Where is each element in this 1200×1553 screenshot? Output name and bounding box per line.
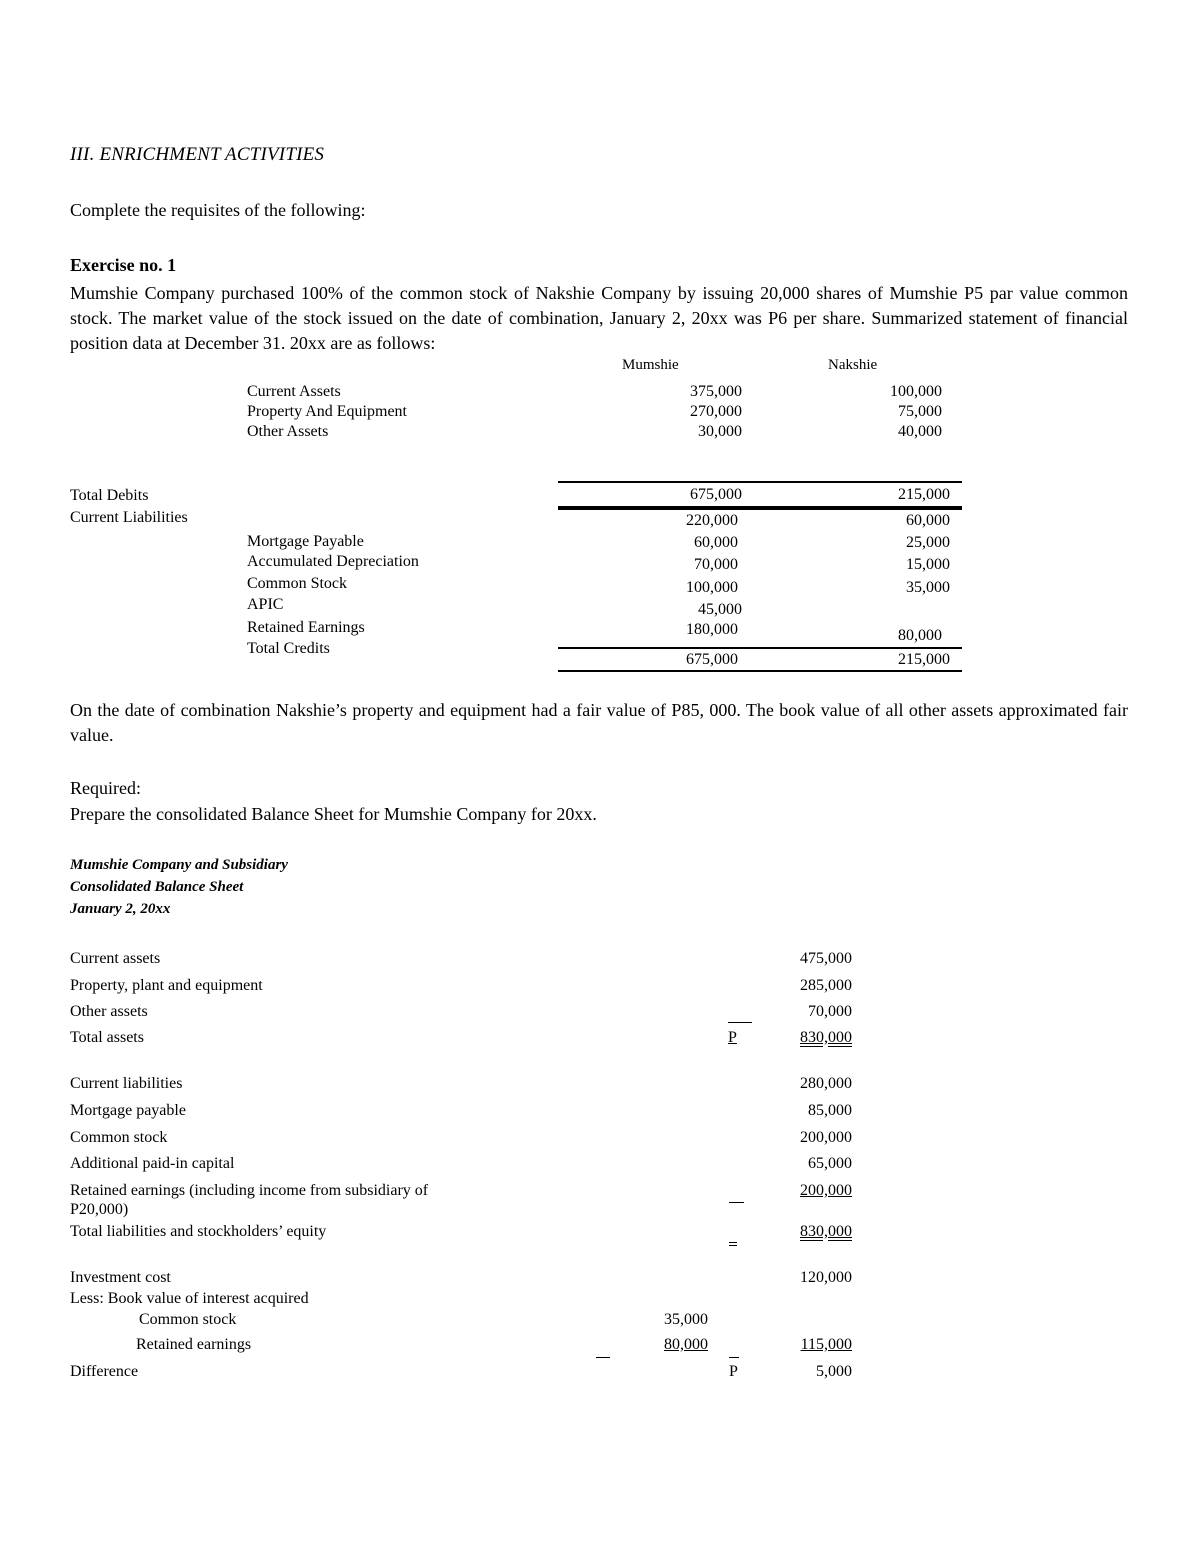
- credit-value-nakshie: 35,000: [906, 579, 950, 596]
- book-value-common-stock-label: Common stock: [139, 1311, 237, 1328]
- column-header-mumshie: Mumshie: [622, 357, 679, 373]
- credit-value-mumshie: 45,000: [698, 601, 742, 618]
- solution-equity-value: 200,000: [800, 1129, 852, 1146]
- currency-column-rule: [729, 1242, 737, 1243]
- solution-title-statement: Consolidated Balance Sheet: [70, 879, 244, 895]
- total-assets-currency: P: [728, 1029, 737, 1046]
- total-assets-value: 830,000: [800, 1029, 852, 1046]
- investment-cost-label: Investment cost: [70, 1269, 171, 1286]
- credit-value-nakshie: 80,000: [898, 627, 942, 644]
- total-credits-top-rule: [558, 647, 962, 649]
- current-liabilities-nakshie: 60,000: [906, 512, 950, 529]
- exercise-heading: Exercise no. 1: [70, 255, 177, 275]
- total-assets-label: Total assets: [70, 1029, 144, 1046]
- less-book-value-label: Less: Book value of interest acquired: [70, 1290, 309, 1307]
- credit-label: Common Stock: [247, 575, 348, 592]
- credit-value-nakshie: 25,000: [906, 534, 950, 551]
- solution-equity-label: Additional paid-in capital: [70, 1155, 235, 1172]
- total-debits-nakshie: 215,000: [898, 486, 950, 503]
- solution-asset-value: 285,000: [800, 977, 852, 994]
- total-credits-nakshie: 215,000: [898, 651, 950, 668]
- credit-label: Accumulated Depreciation: [247, 553, 419, 570]
- currency-column-rule: [729, 1202, 744, 1203]
- solution-asset-label: Property, plant and equipment: [70, 977, 263, 994]
- subtotal-column-rule: [596, 1357, 610, 1358]
- credit-label: Mortgage Payable: [247, 533, 364, 550]
- total-credits-label: Total Credits: [247, 640, 330, 657]
- total-credits-bottom-rule: [558, 670, 962, 672]
- current-liabilities-label: Current Liabilities: [70, 509, 188, 526]
- solution-asset-label: Current assets: [70, 950, 161, 967]
- required-label: Required:: [70, 778, 141, 798]
- asset-value-nakshie: 40,000: [898, 423, 942, 440]
- solution-asset-value: 475,000: [800, 950, 852, 967]
- asset-value-mumshie: 375,000: [690, 383, 742, 400]
- difference-currency: P: [729, 1363, 738, 1380]
- difference-label: Difference: [70, 1363, 139, 1380]
- required-text: Prepare the consolidated Balance Sheet for Mumshie Company for 20xx.: [70, 804, 597, 824]
- book-value-retained-value: 80,000: [664, 1336, 708, 1353]
- credit-value-mumshie: 100,000: [686, 579, 738, 596]
- book-value-retained-label: Retained earnings: [136, 1336, 252, 1353]
- credit-value-nakshie: 15,000: [906, 556, 950, 573]
- solution-equity-value: 65,000: [808, 1155, 852, 1172]
- retained-earnings-label-line2: P20,000): [70, 1201, 129, 1218]
- investment-cost-value: 120,000: [800, 1269, 852, 1286]
- solution-equity-label: Common stock: [70, 1129, 168, 1146]
- intro-text: Complete the requisites of the following:: [70, 200, 366, 220]
- currency-column-rule: [729, 1357, 739, 1358]
- total-le-value: 830,000: [800, 1223, 852, 1240]
- solution-liability-label: Mortgage payable: [70, 1102, 186, 1119]
- fair-value-text: On the date of combination Nakshie’s property and equipment had a fair value of P85, 000. The book value of all other assets approximated fair value.: [70, 700, 1128, 745]
- asset-label: Other Assets: [247, 423, 329, 440]
- section-title: III. ENRICHMENT ACTIVITIES: [70, 144, 325, 165]
- asset-value-nakshie: 100,000: [890, 383, 942, 400]
- solution-asset-label: Other assets: [70, 1003, 148, 1020]
- solution-liability-label: Current liabilities: [70, 1075, 183, 1092]
- solution-liability-value: 280,000: [800, 1075, 852, 1092]
- solution-title-date: January 2, 20xx: [70, 901, 171, 917]
- asset-label: Property And Equipment: [247, 403, 407, 420]
- book-value-subtotal: 115,000: [800, 1336, 852, 1353]
- total-debits-mumshie: 675,000: [690, 486, 742, 503]
- asset-value-mumshie: 30,000: [698, 423, 742, 440]
- book-value-common-stock-value: 35,000: [664, 1311, 708, 1328]
- credit-value-mumshie: 70,000: [694, 556, 738, 573]
- retained-earnings-value: 200,000: [800, 1182, 852, 1199]
- difference-value: 5,000: [816, 1363, 852, 1380]
- solution-asset-value: 70,000: [808, 1003, 852, 1020]
- credit-value-mumshie: 60,000: [694, 534, 738, 551]
- problem-text: Mumshie Company purchased 100% of the common stock of Nakshie Company by issuing 20,000 shares of Mumshie P5 par value common stock. The market value of the stock issued on the date of combination, January 2, 20xx was P6 per share. Summarized statement of financial position data at December 31. 20xx are as follows:: [70, 283, 1128, 353]
- credit-label: Retained Earnings: [247, 619, 365, 636]
- current-liabilities-mumshie: 220,000: [686, 512, 738, 529]
- total-debits-top-rule: [558, 481, 962, 483]
- solution-liability-value: 85,000: [808, 1102, 852, 1119]
- currency-column-rule: [729, 1245, 737, 1246]
- credit-value-mumshie: 180,000: [686, 621, 738, 638]
- total-debits-label: Total Debits: [70, 487, 149, 504]
- asset-value-mumshie: 270,000: [690, 403, 742, 420]
- currency-column-rule: [728, 1022, 752, 1023]
- column-header-nakshie: Nakshie: [828, 357, 878, 373]
- asset-value-nakshie: 75,000: [898, 403, 942, 420]
- retained-earnings-label-line1: Retained earnings (including income from subsidiary of: [70, 1182, 429, 1199]
- asset-label: Current Assets: [247, 383, 341, 400]
- total-debits-bottom-rule: [558, 506, 962, 510]
- solution-title-company: Mumshie Company and Subsidiary: [70, 857, 288, 873]
- credit-label: APIC: [247, 596, 284, 613]
- total-credits-mumshie: 675,000: [686, 651, 738, 668]
- total-le-label: Total liabilities and stockholders’ equity: [70, 1223, 327, 1240]
